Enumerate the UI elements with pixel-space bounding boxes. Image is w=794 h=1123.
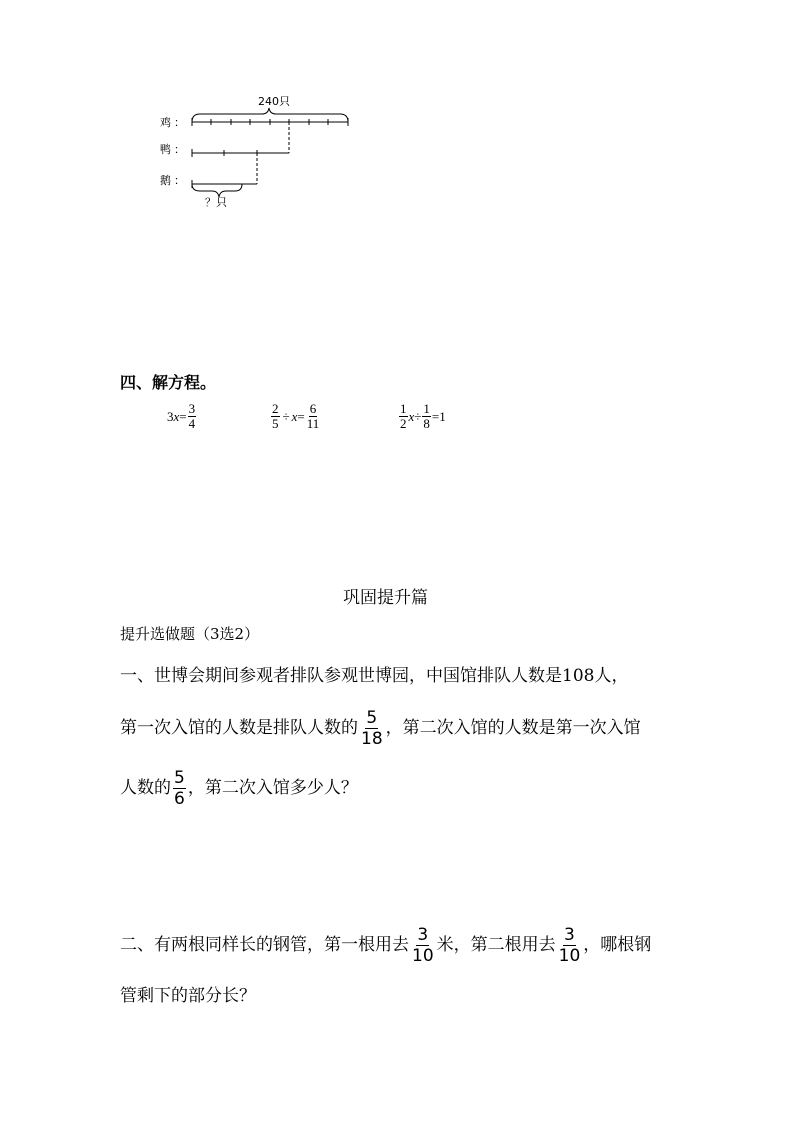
q1-text-3b: ，第二次入馆多少人？ — [187, 778, 358, 798]
top-brace-label: 240只 — [258, 95, 290, 108]
eq1-equals: = — [179, 408, 187, 424]
eq3-fraction-2 — [422, 402, 431, 431]
eq3-divide: ÷ — [414, 408, 422, 424]
q1-line-1 — [120, 668, 628, 685]
eq2-divide: ÷ — [282, 408, 290, 424]
row-label-duck: 鸭 — [160, 143, 171, 156]
q1-fraction-1 — [360, 708, 384, 749]
q1-fraction-2 — [173, 768, 186, 809]
q1-text-2b: ，第二次入馆的人数是第一次入馆 — [385, 718, 641, 738]
eq1-variable: x — [173, 408, 180, 424]
eq2-numerator-1: 2 — [272, 401, 279, 416]
q1-fraction-1-denominator: 18 — [361, 729, 383, 749]
section-title-equations: 四、解方程。 — [120, 373, 217, 392]
subheading-optional: 提升选做题（3选2） — [120, 625, 260, 643]
row-colon-duck: ： — [174, 143, 185, 156]
q1-text-3a: 人数的 — [120, 778, 171, 798]
q2-text-1b: 米，第二根用去 — [436, 935, 556, 955]
eq3-equals: = — [431, 408, 440, 424]
q1-fraction-2-denominator: 6 — [174, 789, 185, 809]
q2-fraction-1-numerator: 3 — [417, 925, 429, 945]
eq3-denominator-1: 2 — [400, 416, 407, 431]
q2-fraction-1 — [411, 925, 435, 966]
eq3-variable: x — [408, 408, 415, 424]
eq3-numerator-2: 1 — [423, 401, 430, 416]
eq2-equals: = — [297, 408, 305, 424]
eq2-numerator-2: 6 — [309, 401, 317, 416]
equation-2 — [270, 402, 321, 431]
section-heading-consolidate: 巩固提升篇 — [343, 588, 428, 608]
q2-line-2 — [120, 988, 256, 1005]
bottom-brace-label: ？只 — [205, 196, 227, 209]
row-colon-chicken: ： — [174, 116, 185, 129]
q2-fraction-2-numerator: 3 — [564, 925, 575, 945]
eq3-numerator-1: 1 — [400, 401, 407, 416]
row-label-goose: 鹅 — [160, 174, 171, 187]
q1-fraction-2-numerator: 5 — [174, 768, 185, 788]
q2-fraction-1-denominator: 10 — [412, 946, 434, 966]
eq3-denominator-2: 8 — [423, 416, 430, 431]
eq2-fraction-2 — [306, 402, 321, 431]
eq1-fraction — [188, 402, 197, 431]
q1-fraction-1-numerator: 5 — [366, 708, 378, 728]
eq3-rhs: 1 — [439, 408, 446, 424]
eq2-denominator-1: 5 — [272, 416, 279, 431]
row-colon-goose: ： — [174, 174, 185, 187]
equation-3 — [398, 402, 446, 431]
q2-fraction-2 — [558, 925, 582, 966]
q2-line-1 — [120, 925, 651, 966]
q2-fraction-2-denominator: 10 — [558, 946, 581, 966]
eq1-coefficient: 3 — [167, 408, 174, 424]
eq2-denominator-2: 11 — [306, 416, 320, 431]
q2-text-1a: 二、有两根同样长的钢管，第一根用去 — [120, 935, 409, 955]
segment-diagram — [0, 0, 794, 230]
q1-line-3 — [120, 768, 358, 809]
eq3-fraction-1 — [399, 402, 408, 431]
row-label-chicken: 鸡 — [160, 116, 171, 129]
eq2-variable: x — [291, 408, 298, 424]
equation-1 — [167, 402, 197, 431]
q1-text-2a: 第一次入馆的人数是排队人数的 — [120, 718, 358, 738]
eq1-denominator: 4 — [188, 416, 196, 431]
q2-text-2: 管剩下的部分长？ — [120, 986, 256, 1006]
eq1-numerator: 3 — [188, 401, 196, 416]
eq2-fraction-1 — [271, 402, 280, 431]
q1-line-2 — [120, 708, 641, 749]
q1-text-1: 一、世博会期间参观者排队参观世博园，中国馆排队人数是108人， — [120, 666, 629, 686]
q2-text-1c: ，哪根钢 — [583, 935, 652, 955]
